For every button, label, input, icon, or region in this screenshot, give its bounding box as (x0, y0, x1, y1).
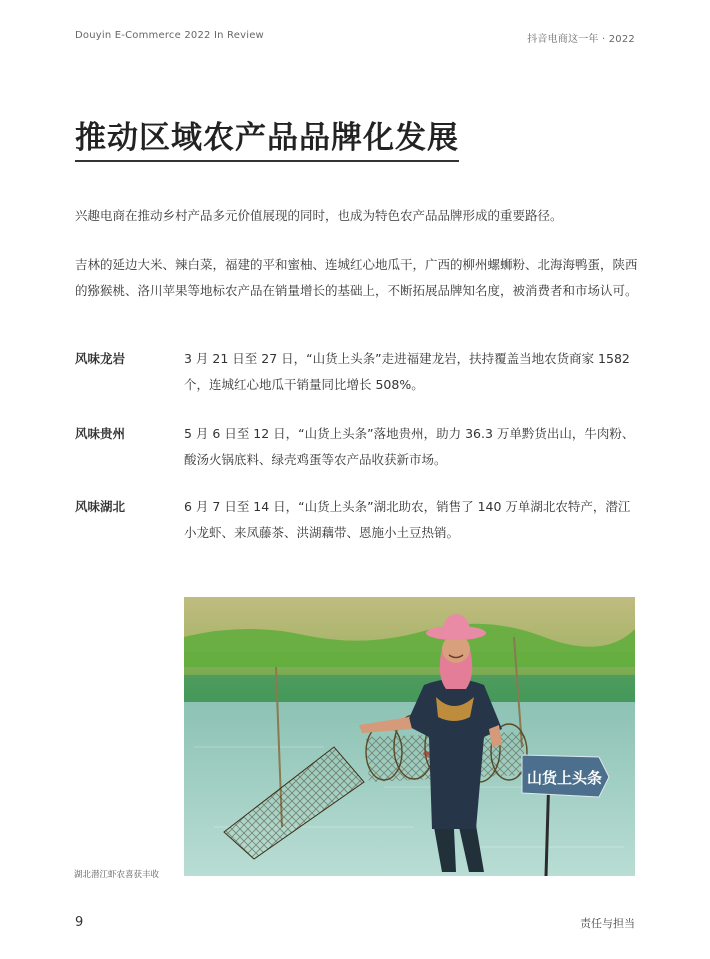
item-text: 5 月 6 日至 12 日，“山货上头条”落地贵州，助力 36.3 万单黔货出山，牛肉粉、酸汤火锅底料、绿壳鸡蛋等农产品收获新市场。 (184, 426, 635, 467)
intro-paragraph: 兴趣电商在推动乡村产品多元价值展现的同时，也成为特色农产品品牌形成的重要路径。 (75, 208, 563, 223)
item-text: 3 月 21 日至 27 日，“山货上头条”走进福建龙岩，扶持覆盖当地农货商家 1582 个，连城红心地瓜干销量同比增长 508%。 (184, 351, 630, 392)
page-number: 9 (75, 915, 84, 930)
page-title-block (75, 119, 459, 162)
item-label: 风味龙岩 (75, 351, 126, 366)
examples-paragraph: 吉林的延边大米、辣白菜，福建的平和蜜柚、连城红心地瓜干，广西的柳州螺蛳粉、北海海鸭蛋，陕西的猕猴桃、洛川苹果等地标农产品在销量增长的基础上，不断拓展品牌知名度，被消费者和市场认可。 (75, 257, 638, 298)
item-label: 风味贵州 (75, 426, 126, 441)
item-label: 风味湖北 (75, 499, 126, 514)
item-text: 6 月 7 日至 14 日，“山货上头条”湖北助农，销售了 140 万单湖北农特产，潜江小龙虾、来凤藤茶、洪湖藕带、恩施小土豆热销。 (184, 499, 631, 540)
photo-caption: 湖北潜江虾农喜获丰收 (74, 870, 160, 880)
sign-text: 山货上头条 (527, 769, 603, 787)
header-report-name-cn: 抖音电商这一年 · 2022 (527, 34, 635, 45)
page-title: 推动区域农产品品牌化发展 (75, 119, 459, 162)
footer-section-title: 责任与担当 (580, 917, 635, 930)
crayfish-farmer-photo (184, 597, 635, 876)
header-report-name: Douyin E-Commerce 2022 In Review (75, 30, 264, 41)
